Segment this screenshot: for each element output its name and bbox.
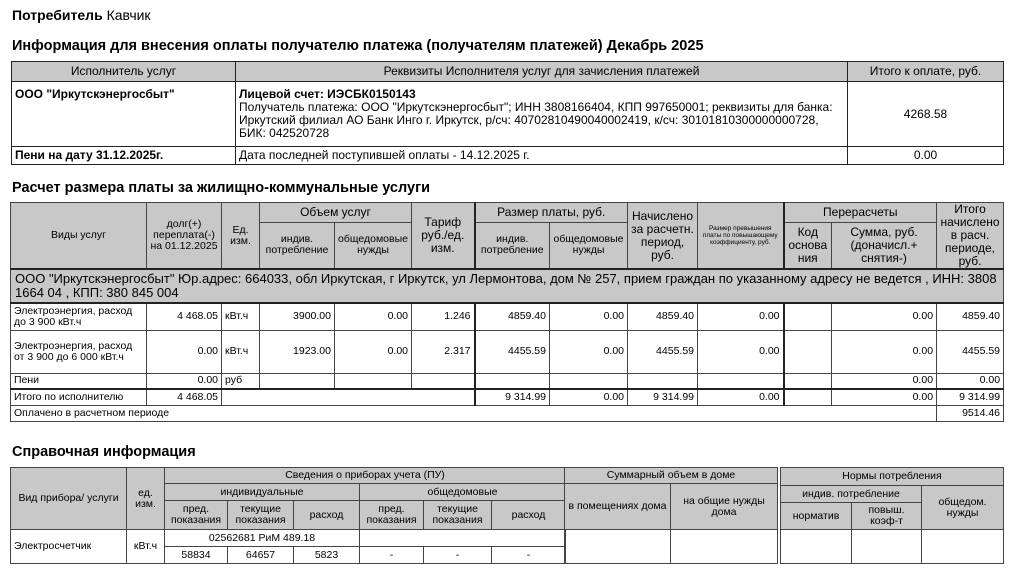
paid-row [11, 405, 1004, 421]
hdr-meters: Сведения о приборах учета (ПУ) [165, 468, 566, 484]
payment-info-title: Информация для внесения оплаты получателю платежа (получателям платежей) Декабрь 2025 [12, 38, 704, 54]
hdr-ind-curr: текущие показания [228, 501, 294, 530]
accrued-value: 4859.40 [628, 303, 698, 330]
com-curr-value: - [424, 547, 492, 564]
summary-blank [222, 389, 475, 405]
provider-name: ООО "Иркутскэнергосбыт" [12, 82, 236, 147]
table-row [11, 303, 1004, 330]
summary-label: Итого по исполнителю [11, 389, 147, 405]
device-name: Электросчетчик [11, 530, 127, 564]
requisites-cell [236, 82, 848, 147]
summary-fee-ind: 9 314.99 [475, 389, 550, 405]
hdr-com-curr: текущие показания [424, 501, 492, 530]
hdr-ref-unit: ед. изм. [127, 468, 165, 530]
debt-value: 4 468.05 [147, 303, 222, 330]
service-name: Электроэнергия, расход до 3 900 кВт.ч [11, 303, 147, 330]
col-provider: Исполнитель услуг [12, 62, 236, 82]
hdr-com-usage: расход [492, 501, 566, 530]
summary-total: 9 314.99 [937, 389, 1004, 405]
hdr-common: общедомовые [360, 484, 566, 501]
fee-ind-value [475, 373, 550, 389]
fee-ind-value: 4859.40 [475, 303, 550, 330]
in-rooms-value [565, 530, 671, 564]
excess-value: 0.00 [698, 303, 784, 330]
table-row [11, 373, 1004, 389]
paid-value: 9514.46 [937, 405, 1004, 421]
fee-common-value: 0.00 [550, 330, 628, 373]
hdr-ind-usage: расход [294, 501, 360, 530]
row-total-value: 4859.40 [937, 303, 1004, 330]
summary-accrued: 9 314.99 [628, 389, 698, 405]
hdr-excess: Размер превышения платы по повышающему коэффициенту, руб. [698, 203, 784, 270]
vol-ind-value: 1923.00 [260, 330, 335, 373]
recalc-sum-value: 0.00 [832, 373, 937, 389]
ind-usage-value: 5823 [294, 547, 360, 564]
hdr-device: Вид прибора/ услуги [11, 468, 127, 530]
vol-common-value: 0.00 [335, 330, 412, 373]
consumer-line [12, 7, 151, 23]
summary-recalc-code [784, 389, 832, 405]
hdr-normative: норматив [781, 503, 852, 530]
consumer-name: Кавчик [106, 7, 151, 23]
recalc-sum-value: 0.00 [832, 330, 937, 373]
col-requisites: Реквизиты Исполнителя услуг для зачисления платежей [236, 62, 848, 82]
row-total-value: 0.00 [937, 373, 1004, 389]
penalty-label: Пени на дату 31.12.2025г. [12, 147, 236, 165]
hdr-debt: долг(+) переплата(-) на 01.12.2025 [147, 203, 222, 270]
service-name: Пени [11, 373, 147, 389]
tariff-value [412, 373, 475, 389]
summary-fee-common: 0.00 [550, 389, 628, 405]
account-number: Лицевой счет: ИЭСБК0150143 [239, 87, 416, 101]
col-total-pay: Итого к оплате, руб. [848, 62, 1004, 82]
hdr-com-prev: пред. показания [360, 501, 424, 530]
fee-common-value [550, 373, 628, 389]
accrued-value: 4455.59 [628, 330, 698, 373]
requisites-text: Получатель платежа: ООО "Иркутскэнергосбыт"; ИНН 3808166404, КПП 997650001; реквизиты для банка: Иркутский филиал АО Банк Инго г. Иркутск, р/сч: 40702810490040002419, к/сч: 30101810300000000728, БИК: 042520728 [239, 100, 833, 140]
device-unit: кВт.ч [127, 530, 165, 564]
recalc-code-value [784, 373, 832, 389]
paid-label: Оплачено в расчетном периоде [11, 405, 937, 421]
table-row [11, 330, 1004, 373]
penalty-total: 0.00 [848, 147, 1004, 165]
com-prev-value: - [360, 547, 424, 564]
meter-id: 02562681 РиМ 489.18 [165, 530, 360, 547]
hdr-volume: Объем услуг [260, 203, 412, 223]
row-total-value: 4455.59 [937, 330, 1004, 373]
summary-excess: 0.00 [698, 389, 784, 405]
hdr-individual: индивидуальные [165, 484, 360, 501]
hdr-recalc: Перерасчеты [784, 203, 937, 223]
hdr-service: Виды услуг [11, 203, 147, 270]
hdr-accrued: Начислено за расчетн. период, руб. [628, 203, 698, 270]
consumer-label: Потребитель [12, 7, 103, 23]
summary-recalc-sum: 0.00 [832, 389, 937, 405]
vol-common-value [335, 373, 412, 389]
summary-row [11, 389, 1004, 405]
hdr-house-total: Суммарный объем в доме [565, 468, 778, 484]
unit-value: руб [222, 373, 260, 389]
hdr-fee-ind: индив. потребление [475, 222, 550, 269]
hdr-common-needs: на общие нужды дома [671, 484, 778, 530]
summary-debt: 4 468.05 [147, 389, 222, 405]
hdr-tariff: Тариф руб./ед. изм. [412, 203, 475, 270]
hdr-raise-coef: повыш. коэф-т [852, 503, 922, 530]
org-info-row: ООО "Иркутскэнергосбыт" Юр.адрес: 664033, обл Иркутская, г Иркутск, ул Лермонтова, дом № 257, прием граждан по указанному адресу не ведется , ИНН: 3808 1664 04 , КПП: 380 845 004 [11, 269, 1004, 303]
unit-value: кВт.ч [222, 303, 260, 330]
vol-common-value: 0.00 [335, 303, 412, 330]
payment-table [11, 61, 1004, 165]
total-to-pay: 4268.58 [848, 82, 1004, 147]
hdr-ind-consumption: индив. потребление [781, 486, 922, 503]
ind-prev-value: 58834 [165, 547, 228, 564]
hdr-total: Итого начислено в расч. периоде, руб. [937, 203, 1004, 270]
com-usage-value: - [492, 547, 566, 564]
recalc-code-value [784, 330, 832, 373]
calc-table [10, 202, 1004, 422]
common-meter-blank [360, 530, 566, 547]
tariff-value: 1.246 [412, 303, 475, 330]
fee-ind-value: 4455.59 [475, 330, 550, 373]
unit-value: кВт.ч [222, 330, 260, 373]
hdr-recalc-code: Код основа ния [784, 222, 832, 269]
raise-coef-value [852, 530, 922, 564]
excess-value: 0.00 [698, 330, 784, 373]
hdr-common-norm: общедом. нужды [922, 486, 1004, 530]
hdr-fee-common: общедомовые нужды [550, 222, 628, 269]
hdr-unit: Ед. изм. [222, 203, 260, 270]
meter-table [10, 467, 566, 564]
common-needs-value [671, 530, 778, 564]
debt-value: 0.00 [147, 330, 222, 373]
excess-value [698, 373, 784, 389]
accrued-value [628, 373, 698, 389]
house-volume-table [564, 467, 778, 564]
recalc-sum-value: 0.00 [832, 303, 937, 330]
hdr-in-rooms: в помещениях дома [565, 484, 671, 530]
calc-title: Расчет размера платы за жилищно-коммунальные услуги [12, 180, 431, 196]
debt-value: 0.00 [147, 373, 222, 389]
hdr-vol-ind: индив. потребление [260, 222, 335, 269]
hdr-recalc-sum: Сумма, руб. (доначисл.+ снятия-) [832, 222, 937, 269]
fee-common-value: 0.00 [550, 303, 628, 330]
tariff-value: 2.317 [412, 330, 475, 373]
service-name: Электроэнергия, расход от 3 900 до 6 000 кВт.ч [11, 330, 147, 373]
recalc-code-value [784, 303, 832, 330]
ind-curr-value: 64657 [228, 547, 294, 564]
common-norm-value [922, 530, 1004, 564]
norms-table [780, 467, 1004, 564]
vol-ind-value [260, 373, 335, 389]
hdr-vol-common: общедомовые нужды [335, 222, 412, 269]
last-payment-date: Дата последней поступившей оплаты - 14.12.2025 г. [236, 147, 848, 165]
reference-title: Справочная информация [12, 444, 196, 460]
hdr-norms: Нормы потребления [781, 468, 1004, 486]
normative-value [781, 530, 852, 564]
hdr-fee: Размер платы, руб. [475, 203, 628, 223]
vol-ind-value: 3900.00 [260, 303, 335, 330]
hdr-ind-prev: пред. показания [165, 501, 228, 530]
